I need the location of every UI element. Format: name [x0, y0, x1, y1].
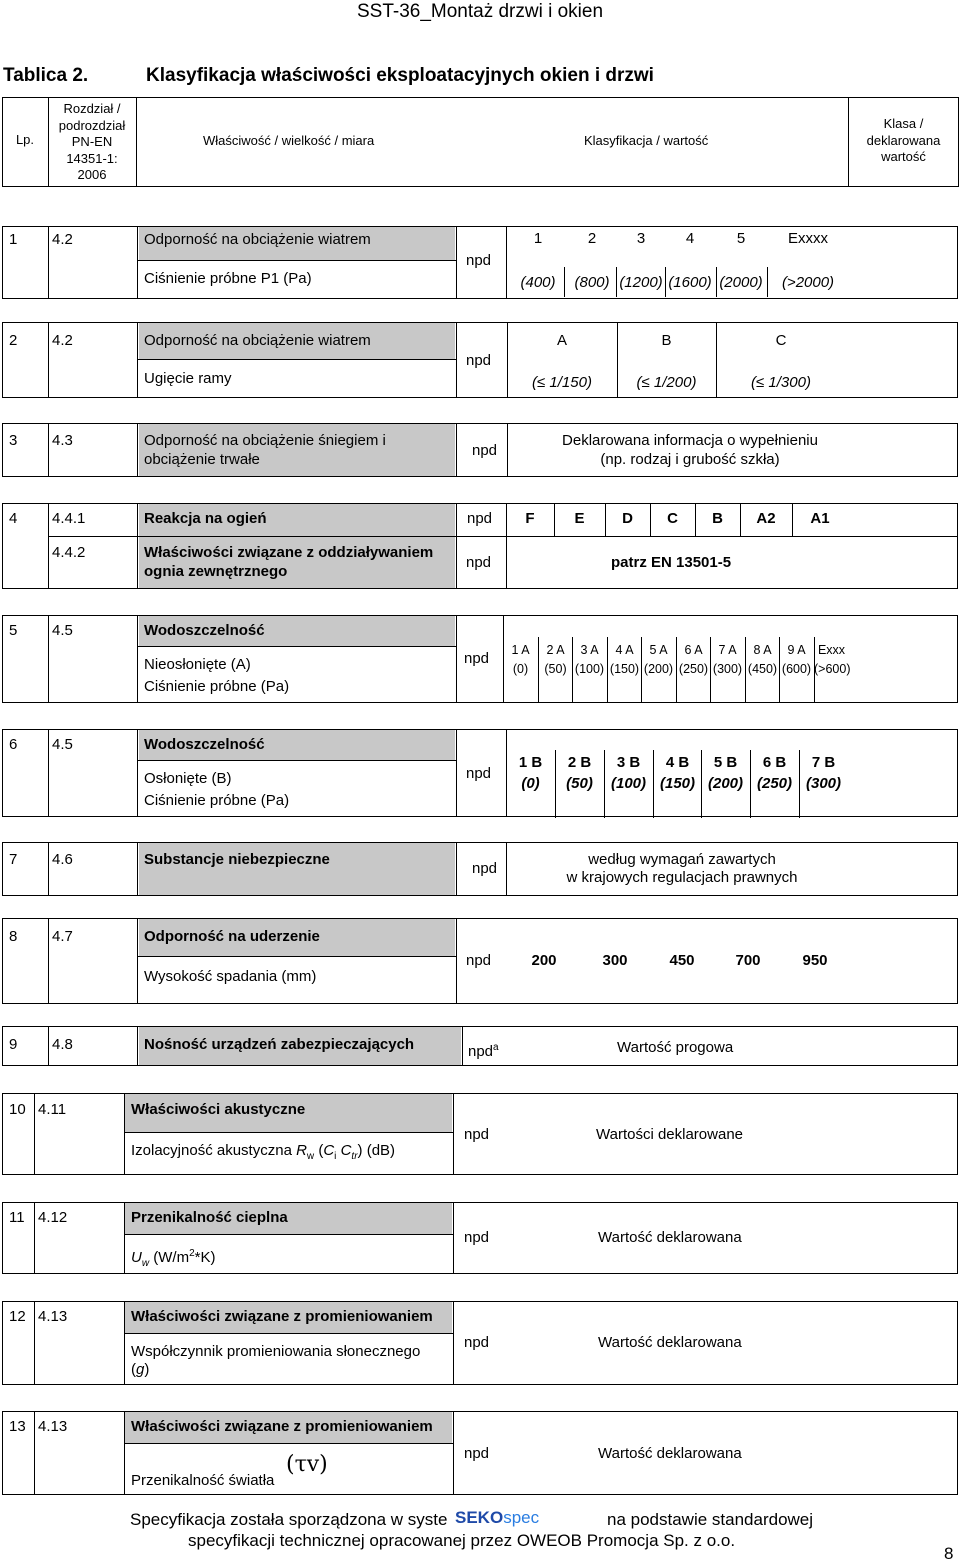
- row-number: 3: [9, 432, 18, 449]
- col-classification: Klasyfikacja / wartość: [584, 133, 709, 148]
- row-number: 1: [9, 231, 18, 248]
- npd-label: npd: [464, 1229, 490, 1246]
- class-cell: 3 B: [616, 754, 641, 771]
- class-cell: C: [667, 510, 678, 527]
- row-title: Odporność na obciążenie wiatrem: [144, 332, 371, 349]
- row-title: ognia zewnętrznego: [144, 563, 288, 580]
- class-cell: A: [556, 332, 567, 349]
- row-section: 4.4.2: [52, 544, 86, 561]
- row-section: 4.2: [52, 332, 73, 349]
- sekospec-logo: SEKOspec: [455, 1508, 540, 1527]
- row-section: 4.5: [52, 622, 73, 639]
- row-title: Nośność urządzeń zabezpieczających: [144, 1036, 415, 1053]
- value-cell: (1200): [619, 274, 663, 291]
- value-cell: (2000): [719, 274, 763, 291]
- row-subtitle: Współczynnik promieniowania słonecznego: [131, 1343, 421, 1360]
- value-cell: (0): [521, 775, 540, 792]
- class-cell: 4: [685, 230, 695, 247]
- footer-line-1-end: na podstawie standardowej: [607, 1510, 814, 1529]
- row-section: 4.13: [38, 1418, 68, 1435]
- row-subtitle: Izolacyjność akustyczna $R_w$ ($C_i$ $C_{tr}$) (dB): [131, 1142, 396, 1162]
- row-title: Reakcja na ogień: [144, 510, 267, 527]
- class-cell: 5: [736, 230, 746, 247]
- value-cell: (300): [712, 662, 743, 676]
- row-subtitle: Ciśnienie próbne (Pa): [144, 792, 290, 809]
- class-cell: 1 B: [518, 754, 543, 771]
- class-cell: 8 A: [753, 643, 772, 657]
- npd-label: npd: [466, 952, 492, 969]
- npd-label: npd: [466, 352, 492, 369]
- class-cell: 6 A: [684, 643, 703, 657]
- npd-label: npd: [467, 510, 493, 527]
- value-cell: (50): [544, 662, 567, 676]
- class-cell: 2 B: [567, 754, 592, 771]
- row-subtitle: Nieosłonięte (A): [144, 656, 251, 673]
- row-subtitle: Ciśnienie próbne (Pa): [144, 678, 290, 695]
- row-subtitle: Ciśnienie próbne P1 (Pa): [144, 270, 312, 287]
- row-title: Właściwości związane z oddziaływaniem: [144, 544, 434, 561]
- class-cell: 5 A: [649, 643, 668, 657]
- class-cell: 7 A: [718, 643, 737, 657]
- class-cell: 2 A: [546, 643, 565, 657]
- row-value-text: patrz EN 13501-5: [611, 554, 732, 571]
- row-subtitle: Ugięcie ramy: [144, 370, 232, 387]
- value-cell: (100): [610, 775, 647, 792]
- class-cell: 4 A: [615, 643, 634, 657]
- class-cell: B: [661, 332, 672, 349]
- value-cell: (200): [707, 775, 744, 792]
- npd-label: npd: [472, 860, 498, 877]
- row-number: 7: [9, 851, 18, 868]
- document-header: SST-36_Montaż drzwi i okien: [356, 1, 604, 22]
- class-cell: C: [775, 332, 787, 349]
- row-number: 12: [9, 1308, 26, 1325]
- row-title: Właściwości akustyczne: [131, 1101, 306, 1118]
- row-title: Przenikalność cieplna: [131, 1209, 288, 1226]
- value-cell: (300): [805, 775, 842, 792]
- class-cell: 6 B: [762, 754, 787, 771]
- row-section: 4.11: [38, 1101, 67, 1118]
- row-title: Wodoszczelność: [144, 736, 265, 753]
- value-cell: (≤ 1/300): [751, 374, 811, 391]
- value-cell: (100): [574, 662, 605, 676]
- footer-line-2: specyfikacji technicznej opracowanej przez OWEOB Promocja Sp. z o.o.: [188, 1531, 736, 1550]
- footer-line-1-start: Specyfikacja została sporządzona w syste: [130, 1510, 448, 1529]
- value-cell: 450: [669, 952, 695, 969]
- value-cell: (450): [747, 662, 778, 676]
- npd-label: npd: [464, 650, 490, 667]
- npd-label: npd: [472, 442, 498, 459]
- row-section: 4.12: [38, 1209, 68, 1226]
- npd-label: npd: [464, 1445, 490, 1462]
- row-value-text: Wartość deklarowana: [598, 1445, 742, 1462]
- class-cell: B: [712, 510, 723, 527]
- npd-label: npd: [466, 765, 492, 782]
- value-cell: (>600): [814, 662, 851, 676]
- row-value-text: w krajowych regulacjach prawnych: [566, 869, 798, 886]
- row-value-text: Wartość deklarowana: [598, 1229, 742, 1246]
- row-number: 5: [9, 622, 18, 639]
- row-number: 9: [9, 1036, 18, 1053]
- col-section: Rozdział / podrozdział PN-EN 14351-1: 2006: [58, 101, 126, 182]
- row-section: 4.8: [52, 1036, 73, 1053]
- npd-label: npd: [466, 554, 492, 571]
- class-cell: Exxx: [817, 643, 846, 657]
- row-value-text: Wartości deklarowane: [596, 1126, 744, 1143]
- row-title: Właściwości związane z promieniowaniem: [131, 1308, 433, 1325]
- class-cell: 1: [533, 230, 543, 247]
- class-cell: A1: [810, 510, 830, 527]
- class-cell: 1 A: [511, 643, 530, 657]
- row-subtitle: Wysokość spadania (mm): [144, 968, 317, 985]
- col-lp: Lp.: [15, 132, 35, 147]
- column-header: [2, 97, 959, 187]
- class-cell: 3: [636, 230, 646, 247]
- value-cell: (50): [566, 775, 593, 792]
- row-number: 2: [9, 332, 18, 349]
- value-cell: 950: [802, 952, 828, 969]
- npd-label: npd: [466, 252, 492, 269]
- class-cell: D: [622, 510, 633, 527]
- class-cell: E: [574, 510, 585, 527]
- value-cell: (1600): [668, 274, 712, 291]
- tau-formula: (τv): [286, 1452, 328, 1477]
- row-value-text: według wymagań zawartych: [588, 851, 776, 868]
- row-subtitle: Przenikalność światła: [131, 1472, 275, 1489]
- row-number: 13: [9, 1418, 26, 1435]
- value-cell: (250): [756, 775, 793, 792]
- row-subtitle: (g): [131, 1361, 150, 1378]
- class-cell: A2: [756, 510, 776, 527]
- row-title: Wodoszczelność: [144, 622, 265, 639]
- row-title: Odporność na obciążenie wiatrem: [144, 231, 371, 248]
- row-section: 4.13: [38, 1308, 68, 1325]
- row-number: 8: [9, 928, 18, 945]
- row-section: 4.7: [52, 928, 73, 945]
- row-title: Odporność na obciążenie śniegiem i: [144, 432, 386, 449]
- row-section: 4.6: [52, 851, 73, 868]
- class-cell: 9 A: [787, 643, 806, 657]
- table-title: Klasyfikacja właściwości eksploatacyjnych okien i drzwi: [146, 65, 654, 86]
- value-cell: (400): [520, 274, 556, 291]
- class-cell: 4 B: [665, 754, 690, 771]
- class-cell: F: [525, 510, 535, 527]
- value-cell: (150): [659, 775, 696, 792]
- row-section: 4.2: [52, 231, 73, 248]
- row-number: 10: [9, 1101, 26, 1118]
- value-cell: 200: [531, 952, 557, 969]
- row-value-text: (np. rodzaj i grubość szkła): [600, 451, 780, 468]
- class-cell: Exxxx: [787, 230, 828, 247]
- value-cell: (≤ 1/200): [636, 374, 697, 391]
- col-declared: Klasa / deklarowana wartość: [866, 116, 941, 164]
- class-cell: 5 B: [713, 754, 738, 771]
- row-number: 6: [9, 736, 18, 753]
- row-number: 4: [9, 510, 18, 527]
- row-value-text: Wartość progowa: [617, 1039, 734, 1056]
- row-title: obciążenie trwałe: [144, 451, 260, 468]
- value-cell: (200): [643, 662, 674, 676]
- class-cell: 7 B: [811, 754, 836, 771]
- npd-label: npd: [464, 1334, 490, 1351]
- row-section: 4.3: [52, 432, 73, 449]
- row-value-text: Deklarowana informacja o wypełnieniu: [562, 432, 818, 449]
- class-cell: 2: [587, 230, 597, 247]
- value-cell: (≤ 1/150): [532, 374, 592, 391]
- row-title: Właściwości związane z promieniowaniem: [131, 1418, 433, 1435]
- value-cell: (800): [574, 274, 610, 291]
- page-number: 8: [944, 1544, 954, 1563]
- row-section: 4.4.1: [52, 510, 86, 527]
- row-subtitle: $U_w$ $(W/m^2*K)$: [131, 1248, 216, 1269]
- row-section: 4.5: [52, 736, 73, 753]
- row-title: Substancje niebezpieczne: [144, 851, 330, 868]
- row-value-text: Wartość deklarowana: [598, 1334, 742, 1351]
- value-cell: (>2000): [781, 274, 835, 291]
- col-property: Właściwość / wielkość / miara: [203, 133, 375, 148]
- row-subtitle: Osłonięte (B): [144, 770, 232, 787]
- npd-label: npd: [464, 1126, 490, 1143]
- value-cell: (250): [678, 662, 709, 676]
- value-cell: (600): [781, 662, 812, 676]
- row-number: 11: [9, 1209, 25, 1226]
- npd-label: npd$^a$: [468, 1042, 499, 1060]
- value-cell: 300: [602, 952, 628, 969]
- row-title: Odporność na uderzenie: [144, 928, 320, 945]
- table-label: Tablica 2.: [3, 65, 89, 86]
- value-cell: (0): [512, 662, 529, 676]
- value-cell: 700: [735, 952, 761, 969]
- value-cell: (150): [609, 662, 640, 676]
- class-cell: 3 A: [580, 643, 599, 657]
